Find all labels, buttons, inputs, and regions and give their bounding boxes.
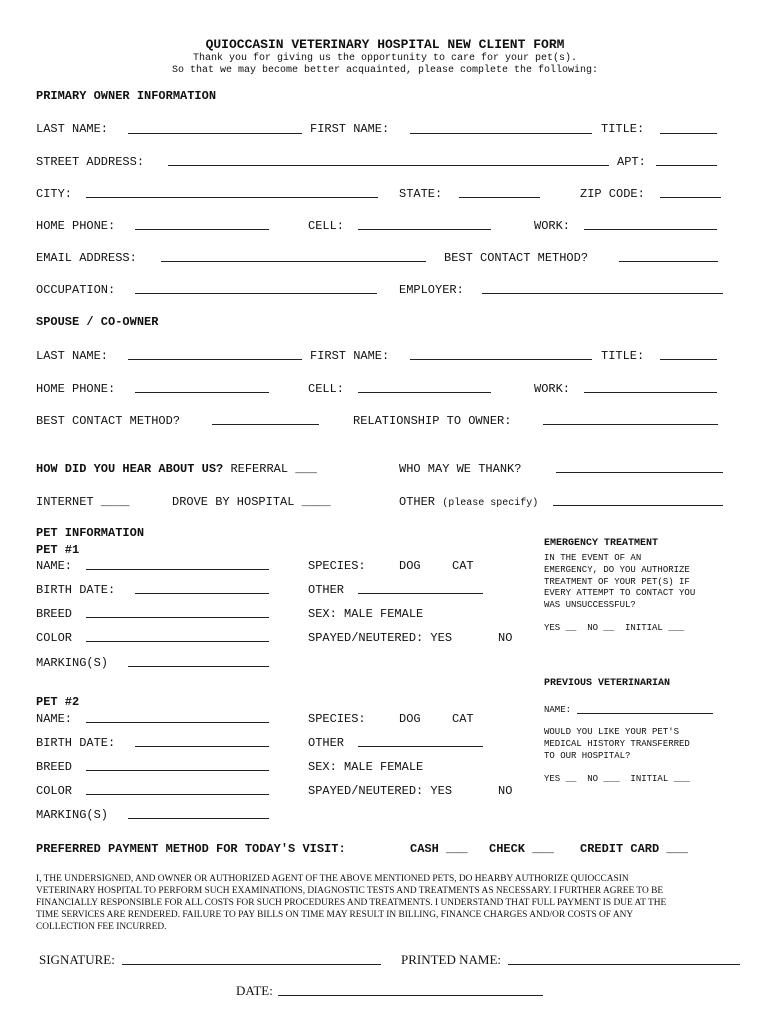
other-option-field[interactable] (553, 505, 723, 506)
primary-cell-field[interactable] (358, 229, 491, 230)
referral-question-row (36, 462, 317, 476)
spouse-relationship-label: RELATIONSHIP TO OWNER: (353, 414, 512, 428)
prev-vet-line-2: MEDICAL HISTORY TRANSFERRED (544, 739, 690, 749)
pet1-color-label: COLOR (36, 631, 73, 645)
emergency-line-3: TREATMENT OF YOUR PET(S) IF (544, 577, 690, 587)
who-thank-label: WHO MAY WE THANK? (399, 462, 522, 476)
primary-last-name-field[interactable] (128, 133, 302, 134)
payment-cash[interactable]: CASH ___ (410, 842, 468, 856)
spouse-first-name-label: FIRST NAME: (310, 349, 390, 363)
primary-state-label: STATE: (399, 187, 443, 201)
pet2-heading: PET #2 (36, 695, 80, 709)
pet1-species-cat[interactable]: CAT (452, 559, 474, 573)
emergency-heading: EMERGENCY TREATMENT (544, 538, 659, 549)
pet1-birth-label: BIRTH DATE: (36, 583, 116, 597)
pet2-sex[interactable]: SEX: MALE FEMALE (308, 760, 424, 774)
pet1-markings-field[interactable] (128, 666, 269, 667)
pet-info-heading: PET INFORMATION (36, 526, 145, 540)
pet2-name-label: NAME: (36, 712, 73, 726)
primary-cell-label: CELL: (308, 219, 345, 233)
primary-best-contact-field[interactable] (619, 261, 718, 262)
pet1-markings-label: MARKING(S) (36, 656, 109, 670)
primary-last-name-label: LAST NAME: (36, 122, 109, 136)
pet2-species-dog[interactable]: DOG (399, 712, 421, 726)
pet1-birth-field[interactable] (135, 593, 269, 594)
primary-street-label: STREET ADDRESS: (36, 155, 145, 169)
pet1-breed-field[interactable] (86, 617, 269, 618)
pet2-species-label: SPECIES: (308, 712, 366, 726)
prev-vet-name-field[interactable] (577, 713, 713, 714)
pet2-spayed-no[interactable]: NO (498, 784, 513, 798)
primary-occupation-field[interactable] (135, 293, 377, 294)
authorization-line-5: COLLECTION FEE INCURRED. (36, 922, 167, 932)
form-title: QUIOCCASIN VETERINARY HOSPITAL NEW CLIENT FORM (205, 37, 565, 52)
referral-option[interactable]: REFERRAL ___ (230, 462, 317, 476)
primary-email-field[interactable] (161, 261, 426, 262)
primary-first-name-field[interactable] (410, 133, 592, 134)
primary-zip-label: ZIP CODE: (580, 187, 645, 201)
emergency-line-4: EVERY ATTEMPT TO CONTACT YOU (544, 588, 696, 598)
primary-city-label: CITY: (36, 187, 73, 201)
pet2-markings-field[interactable] (128, 818, 269, 819)
primary-owner-heading: PRIMARY OWNER INFORMATION (36, 89, 217, 103)
pet1-color-field[interactable] (86, 641, 269, 642)
pet2-color-label: COLOR (36, 784, 73, 798)
who-thank-field[interactable] (556, 472, 723, 473)
spouse-cell-label: CELL: (308, 382, 345, 396)
emergency-answer[interactable]: YES __ NO __ INITIAL ___ (544, 623, 685, 633)
primary-state-field[interactable] (459, 197, 540, 198)
pet2-spayed[interactable]: SPAYED/NEUTERED: YES (308, 784, 453, 798)
primary-first-name-label: FIRST NAME: (310, 122, 390, 136)
primary-zip-field[interactable] (660, 197, 721, 198)
spouse-best-contact-field[interactable] (212, 424, 319, 425)
emergency-line-2: EMERGENCY, DO YOU AUTHORIZE (544, 565, 690, 575)
primary-home-phone-field[interactable] (135, 229, 269, 230)
pet1-sex[interactable]: SEX: MALE FEMALE (308, 607, 424, 621)
primary-home-phone-label: HOME PHONE: (36, 219, 116, 233)
pet1-breed-label: BREED (36, 607, 73, 621)
subtitle-line-2: So that we may become better acquainted, please complete the following: (171, 65, 599, 76)
pet2-birth-field[interactable] (135, 746, 269, 747)
primary-best-contact-label: BEST CONTACT METHOD? (444, 251, 589, 265)
spouse-home-phone-label: HOME PHONE: (36, 382, 116, 396)
primary-street-field[interactable] (168, 165, 609, 166)
spouse-last-name-field[interactable] (128, 359, 302, 360)
primary-email-label: EMAIL ADDRESS: (36, 251, 137, 265)
signature-label: SIGNATURE: (39, 952, 115, 967)
primary-employer-label: EMPLOYER: (399, 283, 464, 297)
pet2-breed-field[interactable] (86, 770, 269, 771)
payment-label: PREFERRED PAYMENT METHOD FOR TODAY'S VISIT: (36, 842, 346, 856)
other-option-row (399, 495, 538, 511)
pet2-color-field[interactable] (86, 794, 269, 795)
pet1-spayed-no[interactable]: NO (498, 631, 513, 645)
prev-vet-heading: PREVIOUS VETERINARIAN (544, 678, 671, 689)
pet1-other-label: OTHER (308, 583, 345, 597)
emergency-line-5: WAS UNSUCCESSFUL? (544, 600, 636, 610)
spouse-home-phone-field[interactable] (135, 392, 269, 393)
pet2-name-field[interactable] (86, 722, 269, 723)
signature-field[interactable] (122, 964, 381, 965)
referral-question: HOW DID YOU HEAR ABOUT US? (36, 462, 224, 476)
primary-title-field[interactable] (660, 133, 717, 134)
emergency-line-1: IN THE EVENT OF AN (544, 553, 642, 563)
spouse-work-field[interactable] (584, 392, 717, 393)
pet2-markings-label: MARKING(S) (36, 808, 109, 822)
pet1-other-field[interactable] (358, 593, 483, 594)
other-option-label: OTHER (399, 495, 436, 509)
pet2-other-label: OTHER (308, 736, 345, 750)
payment-credit-card[interactable]: CREDIT CARD ___ (580, 842, 689, 856)
primary-city-field[interactable] (86, 197, 378, 198)
subtitle-line-1: Thank you for giving us the opportunity to care for your pet(s). (192, 53, 578, 64)
primary-work-field[interactable] (584, 229, 717, 230)
pet2-species-cat[interactable]: CAT (452, 712, 474, 726)
authorization-line-4: TIME SERVICES ARE RENDERED. FAILURE TO PAY BILLS ON TIME MAY RESULT IN BILLING, FINANCE CHARGES AND/OR COSTS OF ANY (36, 910, 634, 920)
pet2-other-field[interactable] (358, 746, 483, 747)
authorization-line-1: I, THE UNDERSIGNED, AND OWNER OR AUTHORIZED AGENT OF THE ABOVE MENTIONED PETS, DO HEARBY AUTHORIZE QUIOCCASIN (36, 874, 629, 884)
primary-apt-label: APT: (617, 155, 646, 169)
primary-title-label: TITLE: (601, 122, 645, 136)
spouse-first-name-field[interactable] (410, 359, 592, 360)
pet2-breed-label: BREED (36, 760, 73, 774)
spouse-heading: SPOUSE / CO-OWNER (36, 315, 159, 329)
prev-vet-line-1: WOULD YOU LIKE YOUR PET'S (544, 727, 680, 737)
spouse-cell-field[interactable] (358, 392, 491, 393)
spouse-work-label: WORK: (534, 382, 571, 396)
spouse-best-contact-label: BEST CONTACT METHOD? (36, 414, 181, 428)
internet-option[interactable]: INTERNET ____ (36, 495, 130, 509)
spouse-title-field[interactable] (660, 359, 717, 360)
prev-vet-name-label: NAME: (544, 705, 572, 715)
spouse-title-label: TITLE: (601, 349, 645, 363)
pet1-name-label: NAME: (36, 559, 73, 573)
primary-employer-field[interactable] (482, 293, 723, 294)
prev-vet-line-3: TO OUR HOSPITAL? (544, 751, 631, 761)
primary-work-label: WORK: (534, 219, 571, 233)
authorization-line-3: FINANCIALLY RESPONSIBLE FOR ALL COSTS FOR SUCH PROCEDURES AND TREATMENTS. I UNDERSTAND THAT FULL PAYMENT IS DUE AT THE (36, 898, 667, 908)
spouse-relationship-field[interactable] (543, 424, 718, 425)
date-label: DATE: (236, 983, 273, 998)
pet2-birth-label: BIRTH DATE: (36, 736, 116, 750)
pet1-species-label: SPECIES: (308, 559, 366, 573)
prev-vet-answer[interactable]: YES __ NO ___ INITIAL ___ (544, 774, 690, 784)
pet1-name-field[interactable] (86, 569, 269, 570)
authorization-line-2: VETERINARY HOSPITAL TO PERFORM SUCH EXAMINATIONS, DIAGNOSTIC TESTS AND TREATMENTS AS NECESSARY. I FURTHER AGREE TO BE (36, 886, 664, 896)
primary-occupation-label: OCCUPATION: (36, 283, 116, 297)
pet1-heading: PET #1 (36, 543, 80, 557)
pet1-spayed[interactable]: SPAYED/NEUTERED: YES (308, 631, 453, 645)
date-field[interactable] (278, 995, 543, 996)
payment-check[interactable]: CHECK ___ (489, 842, 554, 856)
primary-apt-field[interactable] (656, 165, 717, 166)
drove-by-option[interactable]: DROVE BY HOSPITAL ____ (172, 495, 331, 509)
pet1-species-dog[interactable]: DOG (399, 559, 421, 573)
printed-name-label: PRINTED NAME: (401, 952, 502, 967)
spouse-last-name-label: LAST NAME: (36, 349, 109, 363)
other-option-note: (please specify) (442, 498, 539, 509)
printed-name-field[interactable] (508, 964, 740, 965)
